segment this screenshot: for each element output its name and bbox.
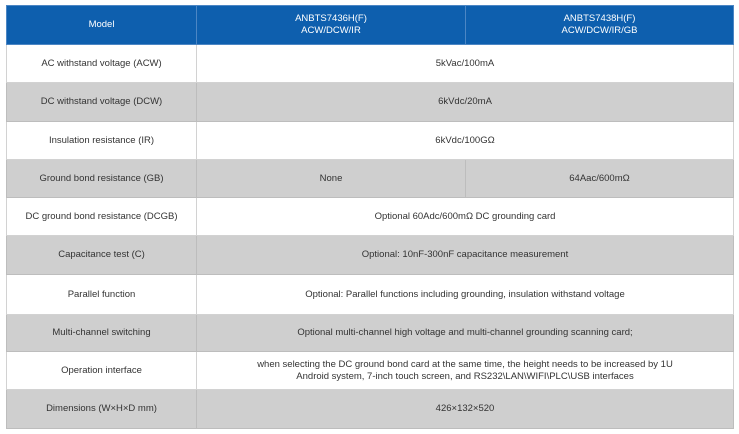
table-row-interface bbox=[7, 352, 734, 390]
header-model-a-tests: ACW/DCW/IR bbox=[301, 25, 361, 36]
row-value: Optional multi-channel high voltage and multi-channel grounding scanning card; bbox=[197, 315, 734, 352]
header-row bbox=[7, 6, 734, 45]
row-label: Capacitance test (C) bbox=[7, 236, 197, 275]
header-model-b-name: ANBTS7438H(F) bbox=[563, 13, 636, 25]
table-header bbox=[7, 6, 734, 45]
table-row-dcw bbox=[7, 83, 734, 122]
table-row-acw bbox=[7, 45, 734, 83]
table-row-ir bbox=[7, 122, 734, 160]
table-row-dimensions bbox=[7, 390, 734, 429]
row-label: DC ground bond resistance (DCGB) bbox=[7, 198, 197, 236]
row-value: Optional 60Adc/600mΩ DC grounding card bbox=[197, 198, 734, 236]
row-value-line-2: Android system, 7-inch touch screen, and RS232\LAN\WIFI\PLC\USB interfaces bbox=[296, 370, 634, 382]
table-row-capacitance bbox=[7, 236, 734, 275]
header-model-a-name: ANBTS7436H(F) bbox=[295, 13, 367, 25]
row-label: DC withstand voltage (DCW) bbox=[7, 83, 197, 122]
row-label: Operation interface bbox=[7, 352, 197, 390]
row-value: 5kVac/100mA bbox=[197, 45, 734, 83]
header-model-a bbox=[197, 6, 466, 45]
row-value: 6kVdc/100GΩ bbox=[197, 122, 734, 160]
row-value: Optional: Parallel functions including grounding, insulation withstand voltage bbox=[197, 275, 734, 315]
header-model-b bbox=[466, 6, 734, 45]
spec-table bbox=[6, 5, 734, 429]
header-model-b-tests: ACW/DCW/IR/GB bbox=[561, 25, 638, 36]
row-label: Dimensions (W×H×D mm) bbox=[7, 390, 197, 429]
row-label: Multi-channel switching bbox=[7, 315, 197, 352]
row-label: Ground bond resistance (GB) bbox=[7, 160, 197, 198]
row-label: AC withstand voltage (ACW) bbox=[7, 45, 197, 83]
table-row-multichannel bbox=[7, 315, 734, 352]
row-value: Optional: 10nF-300nF capacitance measurement bbox=[197, 236, 734, 275]
row-value-line-1: when selecting the DC ground bond card at the same time, the height needs to be increased by 1U bbox=[257, 358, 673, 370]
table-body bbox=[7, 45, 734, 429]
table-row-parallel bbox=[7, 275, 734, 315]
row-value: 426×132×520 bbox=[197, 390, 734, 429]
row-value: 6kVdc/20mA bbox=[197, 83, 734, 122]
header-model-label: Model bbox=[7, 6, 197, 45]
row-value-model-b: 64Aac/600mΩ bbox=[466, 160, 734, 198]
row-label: Insulation resistance (IR) bbox=[7, 122, 197, 160]
row-label: Parallel function bbox=[7, 275, 197, 315]
row-value-model-a: None bbox=[197, 160, 466, 198]
table-row-dcgb bbox=[7, 198, 734, 236]
row-value bbox=[197, 352, 734, 390]
table-row-gb bbox=[7, 160, 734, 198]
